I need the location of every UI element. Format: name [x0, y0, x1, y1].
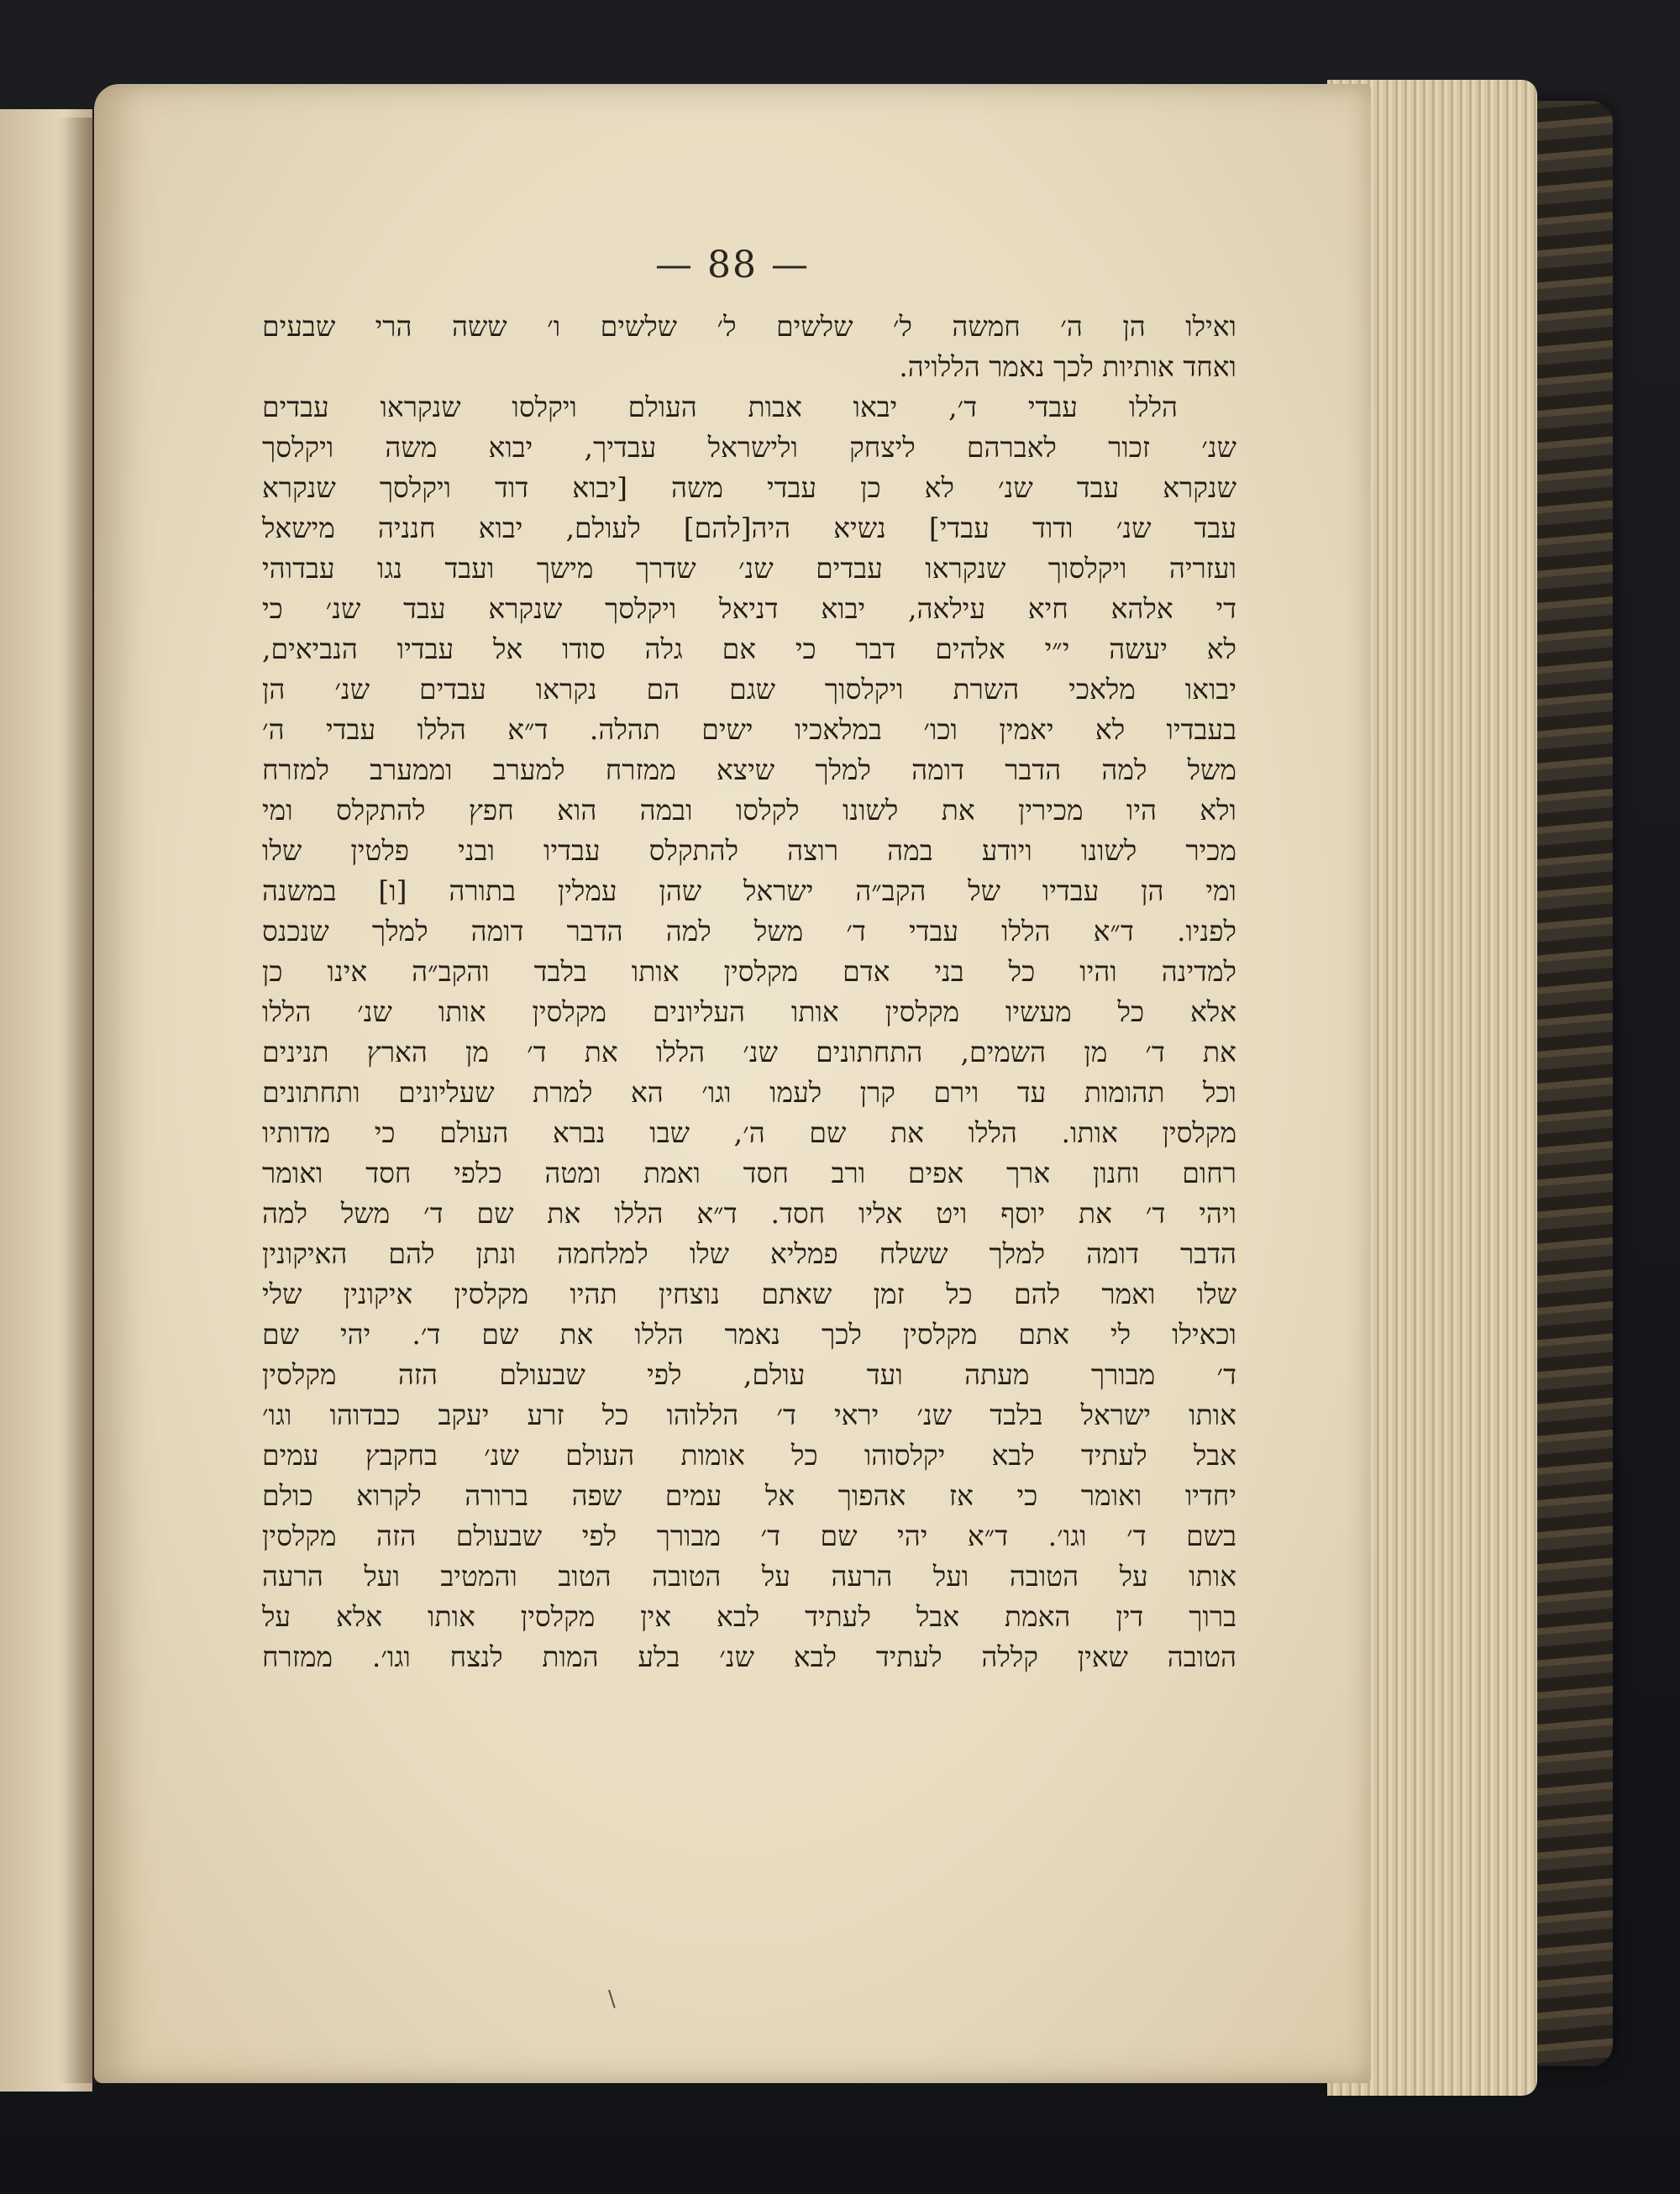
text-line: שנקרא עבד שנ׳ לא כן עבדי משה [יבוא דוד ויקלסך שנקרא	[262, 471, 1236, 504]
text-line: לפניו. ד״א הללו עבדי ד׳ משל למה הדבר דומה למלך שנכנס	[262, 915, 1236, 947]
text-line: הדבר דומה למלך ששלח פמליא שלו למלחמה ונתן להם האיקונין	[262, 1237, 1236, 1270]
text-line: אותו ישראל בלבד שנ׳ יראי ד׳ הללוהו כל זרע יעקב כבדוהו וגו׳	[262, 1399, 1236, 1431]
text-line: ואילו הן ה׳ חמשה ל׳ שלשים ל׳ שלשים ו׳ ששה הרי שבעים	[262, 310, 1236, 343]
text-line: שנ׳ זכור לאברהם ליצחק ולישראל עבדיך, יבוא משה ויקלסך	[262, 431, 1236, 464]
hebrew-text-block	[262, 307, 1236, 1677]
text-line: את ד׳ מן השמים, התחתונים שנ׳ הללו את ד׳ מן הארץ תנינים	[262, 1036, 1236, 1068]
bottom-ink-mark: \	[608, 1987, 616, 2012]
text-line: מכיר לשונו ויודע במה רוצה להתקלס עבדיו ובני פלטין שלו	[262, 834, 1236, 867]
text-line: די אלהא חיא עילאה, יבוא דניאל ויקלסך שנקרא עבד שנ׳ כי	[262, 592, 1236, 625]
page-number: — 88 —	[655, 244, 810, 286]
text-line: ואחד אותיות לכך נאמר הללויה.	[899, 350, 1236, 383]
text-line: שלו ואמר להם כל זמן שאתם נוצחין תהיו מקלסין איקונין שלי	[262, 1278, 1236, 1310]
text-line: הטובה שאין קללה לעתיד לבא שנ׳ בלע המות לנצח וגו׳. ממזרח	[262, 1640, 1236, 1673]
text-line: אבל לעתיד לבא יקלסוהו כל אומות העולם שנ׳ בחקבץ עמים	[262, 1439, 1236, 1472]
text-line: ויהי ד׳ את יוסף ויט אליו חסד. ד״א הללו את שם ד׳ משל למה	[262, 1197, 1236, 1230]
text-line: מקלסין אותו. הללו את שם ה׳, שבו נברא העולם כי מדותיו	[262, 1116, 1236, 1149]
text-line: ומי הן עבדיו של הקב״ה ישראל שהן עמלין בתורה [ו] במשנה	[262, 874, 1236, 907]
text-line: ברוך דין האמת אבל לעתיד לבא אין מקלסין אותו אלא על	[262, 1600, 1236, 1633]
text-line: הללו עבדי ד׳, יבאו אבות העולם ויקלסו שנקראו עבדים	[262, 391, 1178, 423]
text-line: בשם ד׳ וגו׳. ד״א יהי שם ד׳ מבורך לפי שבעולם הזה מקלסין	[262, 1520, 1236, 1552]
text-line: עבד שנ׳ ודוד עבדי] נשיא היה[להם] לעולם, יבוא חנניה מישאל	[262, 512, 1236, 544]
text-line: ד׳ מבורך מעתה ועד עולם, לפי שבעולם הזה מקלסין	[262, 1358, 1236, 1391]
text-line: יחדיו ואומר כי אז אהפוך אל עמים שפה ברורה לקרוא כולם	[262, 1479, 1236, 1512]
text-line: ולא היו מכירין את לשונו לקלסו ובמה הוא חפץ להתקלס ומי	[262, 794, 1236, 827]
text-line: וכל תהומות עד וירם קרן לעמו וגו׳ הא למרת שעליונים ותחתונים	[262, 1076, 1236, 1109]
text-line: בעבדיו לא יאמין וכו׳ במלאכיו ישים תהלה. ד״א הללו עבדי ה׳	[262, 713, 1236, 746]
text-line: אלא כל מעשיו מקלסין אותו העליונים מקלסין אותו שנ׳ הללו	[262, 995, 1236, 1028]
text-line: אותו על הטובה ועל הרעה על הטובה הטוב והמטיב ועל הרעה	[262, 1560, 1236, 1593]
text-line: לא יעשה י״י אלהים דבר כי אם גלה סודו אל עבדיו הנביאים,	[262, 632, 1236, 665]
book-page	[94, 84, 1371, 2083]
text-line: וכאילו לי אתם מקלסין לכך נאמר הללו את שם ד׳. יהי שם	[262, 1318, 1236, 1351]
text-line: רחום וחנון ארך אפים ורב חסד ואמת ומטה כלפי חסד ואומר	[262, 1157, 1236, 1189]
text-line: ועזריה ויקלסוך שנקראו עבדים שנ׳ שדרך מישך ועבד נגו עבדוהי	[262, 552, 1236, 585]
text-line: יבואו מלאכי השרת ויקלסוך שגם הם נקראו עבדים שנ׳ הן	[262, 673, 1236, 706]
text-line: משל למה הדבר דומה למלך שיצא ממזרח למערב וממערב למזרח	[262, 753, 1236, 786]
text-line: למדינה והיו כל בני אדם מקלסין אותו בלבד והקב״ה אינו כן	[262, 955, 1236, 988]
